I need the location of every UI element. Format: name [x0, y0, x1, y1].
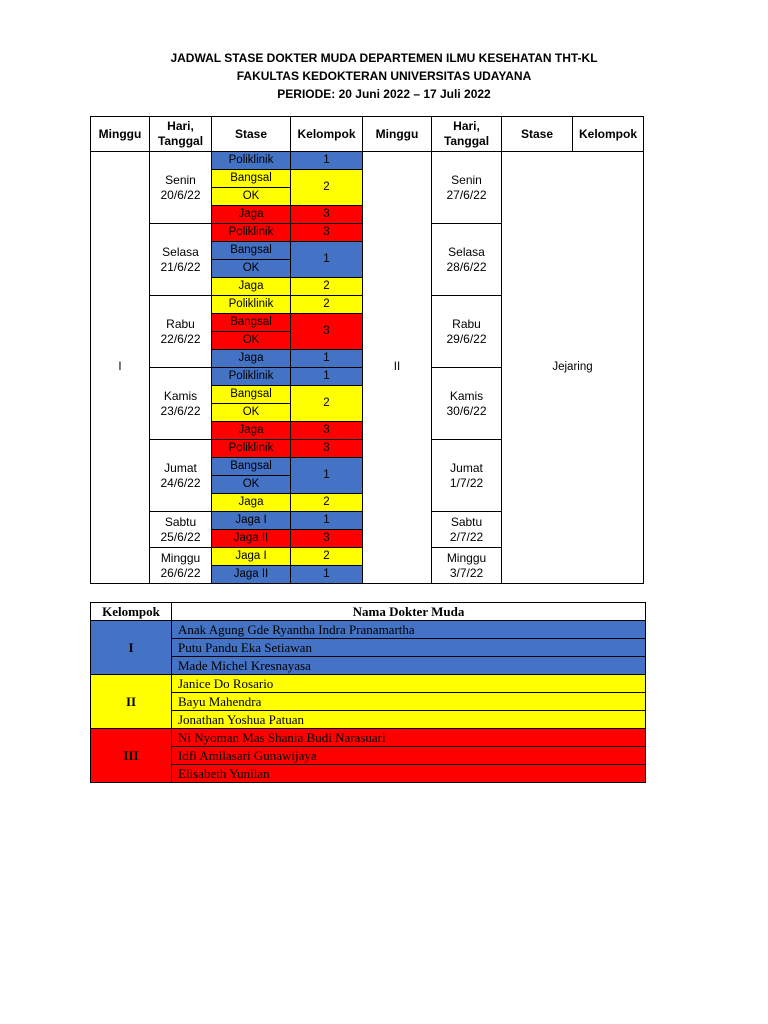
- week-2-stase: Jejaring: [502, 152, 644, 584]
- day-date: 2/7/22: [449, 529, 484, 544]
- kelompok-cell: 3: [291, 206, 363, 224]
- group-member-row: [91, 747, 646, 765]
- day-date-cell: [150, 296, 212, 368]
- day-date-cell: [432, 440, 502, 512]
- stase-cell: Poliklinik: [212, 296, 291, 314]
- kelompok-cell: 1: [291, 368, 363, 386]
- day-name: Senin: [451, 172, 482, 187]
- stase-cell: Bangsal: [212, 242, 291, 260]
- day-name: Kamis: [449, 388, 484, 403]
- kelompok-cell: 3: [291, 440, 363, 458]
- kelompok-cell: 3: [291, 530, 363, 548]
- day-date: 22/6/22: [160, 331, 201, 346]
- day-date: 30/6/22: [446, 403, 487, 418]
- group-member-row: [91, 621, 646, 639]
- day-date: 3/7/22: [449, 565, 484, 580]
- stase-cell: Bangsal: [212, 386, 291, 404]
- day-name: Rabu: [166, 316, 195, 331]
- stase-cell: Poliklinik: [212, 440, 291, 458]
- day-date-cell: [150, 152, 212, 224]
- stase-cell: Bangsal: [212, 458, 291, 476]
- day-date: 26/6/22: [160, 565, 201, 580]
- header-tanggal: Tanggal: [157, 134, 204, 148]
- title-line-2: FAKULTAS KEDOKTERAN UNIVERSITAS UDAYANA: [236, 69, 532, 83]
- kelompok-cell: 1: [291, 566, 363, 584]
- kelompok-cell: 2: [291, 386, 363, 422]
- kelompok-cell: 3: [291, 314, 363, 350]
- group-members-table: [90, 602, 646, 783]
- header-minggu: Minggu: [363, 117, 432, 152]
- kelompok-cell: 3: [291, 422, 363, 440]
- day-date-cell: [432, 548, 502, 584]
- stase-cell: Jaga: [212, 422, 291, 440]
- member-name: Elisabeth Yunilan: [172, 765, 646, 783]
- stase-cell: OK: [212, 188, 291, 206]
- stase-cell: Jaga: [212, 350, 291, 368]
- kelompok-cell: 1: [291, 458, 363, 494]
- stase-cell: Bangsal: [212, 314, 291, 332]
- day-date-cell: [432, 296, 502, 368]
- stase-cell: Jaga II: [212, 530, 291, 548]
- day-date: 21/6/22: [160, 259, 201, 274]
- header-hari-tanggal: [150, 117, 212, 152]
- stase-cell: Jaga I: [212, 512, 291, 530]
- stase-cell: OK: [212, 260, 291, 278]
- group-label: I: [91, 621, 172, 675]
- kelompok-cell: 2: [291, 494, 363, 512]
- title-line-1: JADWAL STASE DOKTER MUDA DEPARTEMEN ILMU KESEHATAN THT-KL: [170, 51, 598, 65]
- day-date-cell: [432, 224, 502, 296]
- day-date: 25/6/22: [160, 529, 201, 544]
- header-kelompok: Kelompok: [91, 603, 172, 621]
- title-line-3: PERIODE: 20 Juni 2022 – 17 Juli 2022: [277, 87, 491, 101]
- kelompok-cell: 1: [291, 242, 363, 278]
- schedule-table: [90, 116, 644, 584]
- group-member-row: [91, 675, 646, 693]
- day-date-cell: [150, 512, 212, 548]
- member-name: Ni Nyoman Mas Shania Budi Narasuari: [172, 729, 646, 747]
- member-name: Idfi Amilasari Gunawijaya: [172, 747, 646, 765]
- header-tanggal: Tanggal: [443, 134, 490, 148]
- group-label: II: [91, 675, 172, 729]
- header-hari-tanggal: [432, 117, 502, 152]
- stase-cell: Poliklinik: [212, 152, 291, 170]
- stase-cell: Bangsal: [212, 170, 291, 188]
- document-title: [0, 49, 768, 103]
- member-name: Janice Do Rosario: [172, 675, 646, 693]
- kelompok-cell: 2: [291, 170, 363, 206]
- group-member-row: [91, 765, 646, 783]
- day-date: 24/6/22: [160, 475, 201, 490]
- stase-cell: Jaga: [212, 494, 291, 512]
- day-name: Jumat: [450, 460, 483, 475]
- day-name: Selasa: [162, 244, 199, 259]
- kelompok-cell: 2: [291, 548, 363, 566]
- stase-cell: Jaga: [212, 206, 291, 224]
- header-kelompok: Kelompok: [291, 117, 363, 152]
- header-nama-dokter-muda: Nama Dokter Muda: [172, 603, 646, 621]
- day-name: Selasa: [448, 244, 485, 259]
- header-hari: Hari,: [453, 119, 480, 133]
- stase-cell: Poliklinik: [212, 224, 291, 242]
- day-date-cell: [432, 152, 502, 224]
- kelompok-cell: 1: [291, 350, 363, 368]
- day-date-cell: [432, 512, 502, 548]
- day-date: 28/6/22: [446, 259, 487, 274]
- day-name: Minggu: [446, 550, 487, 565]
- week-1-label: I: [91, 152, 150, 584]
- member-name: Putu Pandu Eka Setiawan: [172, 639, 646, 657]
- header-minggu: Minggu: [91, 117, 150, 152]
- member-name: Jonathan Yoshua Patuan: [172, 711, 646, 729]
- stase-cell: Jaga: [212, 278, 291, 296]
- day-date: 20/6/22: [160, 187, 201, 202]
- group-member-row: [91, 729, 646, 747]
- header-stase: Stase: [502, 117, 573, 152]
- header-stase: Stase: [212, 117, 291, 152]
- kelompok-cell: 3: [291, 224, 363, 242]
- kelompok-cell: 2: [291, 296, 363, 314]
- member-name: Anak Agung Gde Ryantha Indra Pranamartha: [172, 621, 646, 639]
- day-name: Sabtu: [164, 514, 197, 529]
- day-name: Rabu: [452, 316, 481, 331]
- schedule-header-row: [91, 117, 644, 152]
- member-name: Made Michel Kresnayasa: [172, 657, 646, 675]
- day-date-cell: [150, 368, 212, 440]
- day-name: Senin: [165, 172, 196, 187]
- group-label: III: [91, 729, 172, 783]
- day-name: Minggu: [160, 550, 201, 565]
- header-hari: Hari,: [167, 119, 194, 133]
- day-name: Kamis: [163, 388, 198, 403]
- header-kelompok: Kelompok: [573, 117, 644, 152]
- group-member-row: [91, 639, 646, 657]
- stase-cell: Jaga I: [212, 548, 291, 566]
- kelompok-cell: 1: [291, 152, 363, 170]
- group-member-row: [91, 657, 646, 675]
- day-name: Jumat: [164, 460, 197, 475]
- day-name: Sabtu: [450, 514, 483, 529]
- stase-cell: OK: [212, 332, 291, 350]
- groups-header-row: [91, 603, 646, 621]
- stase-cell: Jaga II: [212, 566, 291, 584]
- day-date: 27/6/22: [446, 187, 487, 202]
- day-date-cell: [150, 548, 212, 584]
- day-date: 23/6/22: [160, 403, 201, 418]
- day-date-cell: [150, 224, 212, 296]
- day-date: 1/7/22: [449, 475, 484, 490]
- member-name: Bayu Mahendra: [172, 693, 646, 711]
- stase-cell: Poliklinik: [212, 368, 291, 386]
- day-date-cell: [150, 440, 212, 512]
- kelompok-cell: 1: [291, 512, 363, 530]
- schedule-row: [91, 152, 644, 170]
- stase-cell: OK: [212, 476, 291, 494]
- day-date-cell: [432, 368, 502, 440]
- day-date: 29/6/22: [446, 331, 487, 346]
- group-member-row: [91, 711, 646, 729]
- group-member-row: [91, 693, 646, 711]
- stase-cell: OK: [212, 404, 291, 422]
- week-2-label: II: [363, 152, 432, 584]
- kelompok-cell: 2: [291, 278, 363, 296]
